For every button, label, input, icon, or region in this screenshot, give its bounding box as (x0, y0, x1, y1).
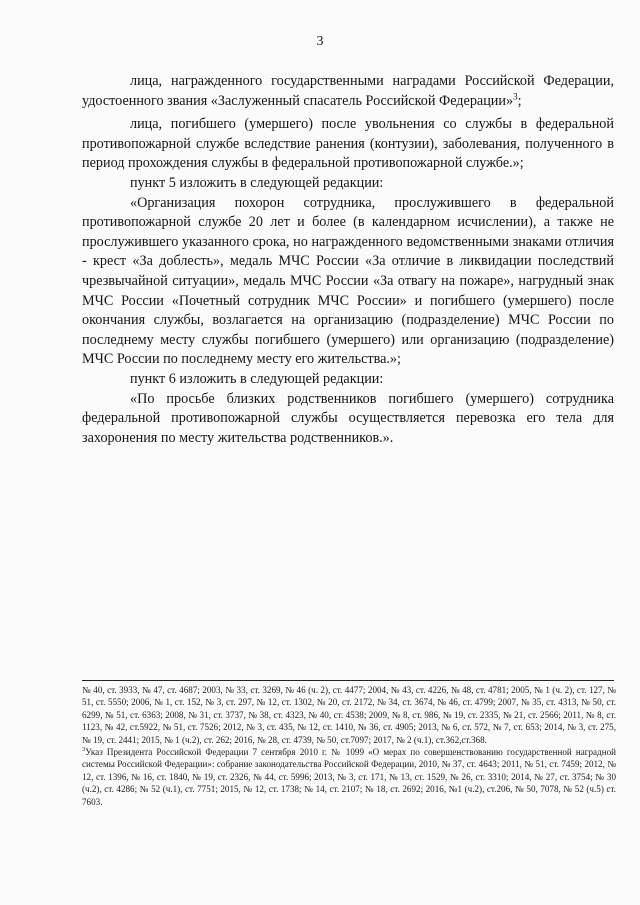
paragraph-item-6-heading: пункт 6 изложить в следующей редакции: (130, 370, 384, 387)
page-number: 3 (316, 34, 324, 49)
paragraph-item-6-text: «По просьбе близких родственников погибшего (умершего) сотрудника федеральной противопожарной службы осуществляется перевозка его тела для захоронения по месту жительства родственников.». (82, 390, 614, 446)
footnote-marker: 3 (82, 746, 86, 753)
paragraph-awarded-persons (82, 72, 614, 111)
paragraph-text-end: ; (517, 92, 522, 109)
paragraph-text: лица, награжденного государственными наградами Российской Федерации, удостоенного звания «Заслуженный спасатель Российской Федерации» (82, 73, 614, 109)
paragraph-item-5-text: «Организация похорон сотрудника, прослужившего в федеральной противопожарной службе 20 лет и более (в календарном исчислении), а также не прослужившего указанного срока, но награжденного ведомственными знаками отличия - крест «За доблесть», медаль МЧС России «За отличие в ликвидации последствий чрезвычайной ситуации», медаль МЧС России «За отвагу на пожаре», нагрудный знак МЧС России «Почетный сотрудник МЧС России» и погибшего (умершего) после окончания службы, возлагается на организацию (подразделение) МЧС России по последнему месту службы погибшего (умершего) или организацию (подразделение) МЧС России по последнему месту его жительства.»; (82, 194, 614, 368)
footnote-continuation: № 40, ст. 3933, № 47, ст. 4687; 2003, № 33, ст. 3269, № 46 (ч. 2), ст. 4477; 2004, № 43, ст. 4226, № 48, ст. 4781; 2005, № 1 (ч. 2), ст. 127, № 51, ст. 5550; 2006, № 1, ст. 152, № 3, ст. 297, № 12, ст. 1302, № 20, ст. 2172, № 34, ст. 3674, № 46, ст. 4799; 2007, № 35, ст. 4313, № 50, ст. 6299, № 51, ст. 6363; 2008, № 31, ст. 3737, № 38, ст. 4323, № 40, ст. 4538; 2009, № 8, ст. 986, № 19, ст. 2335, № 21, ст. 2566; 2011, № 8, ст. 1123, № 42, ст.5922, № 51, ст. 7526; 2012, № 3, ст. 435, № 12, ст. 1410, № 36, ст. 4905; 2013, № 6, ст. 572, № 7, ст. 653; 2014, № 3, ст. 275, № 19, ст. 2441; 2015, № 1 (ч.2), ст. 262; 2016, № 28, ст. 4739, № 50, ст.7097; 2017, № 2 (ч.1), ст.362,ст.368. (82, 685, 616, 745)
footnote-text: Указ Президента Российской Федерации 7 сентября 2010 г. № 1099 «О мерах по совершенствованию государственной наградной системы Российской Федерации»: собрание законодательства Российской Федерации, 2010, № 37, ст. 4643; 2011, № 51, ст. 7459; 2012, № 12, ст. 1396, № 16, ст. 1840, № 19, ст. 2326, № 44, ст. 5996; 2013, № 3, ст. 171, № 13, ст. 1529, № 26, ст. 3310; 2014, № 27, ст. 3754; № 30 (ч.2), ст. 4286; № 52 (ч.1), ст. 7751; 2015, № 12, ст. 1738; № 14, ст. 2107; № 18, ст. 2692; 2016, №1 (ч.2), ст.206, № 50, 7078, № 52 (ч.5) ст. 7603. (82, 747, 616, 807)
paragraph-item-5-heading: пункт 5 изложить в следующей редакции: (130, 174, 384, 191)
footnotes (82, 684, 616, 808)
footnote-3 (82, 746, 616, 808)
footnote-separator (82, 680, 614, 681)
document-body (82, 72, 614, 448)
paragraph-deceased-after-discharge: лица, погибшего (умершего) после увольнения со службы в федеральной противопожарной службе вследствие ранения (контузии), заболевания, полученного в период прохождения службы в федеральной противопожарной службе.»; (82, 116, 614, 172)
footnote-reference-3: 3 (513, 90, 518, 101)
